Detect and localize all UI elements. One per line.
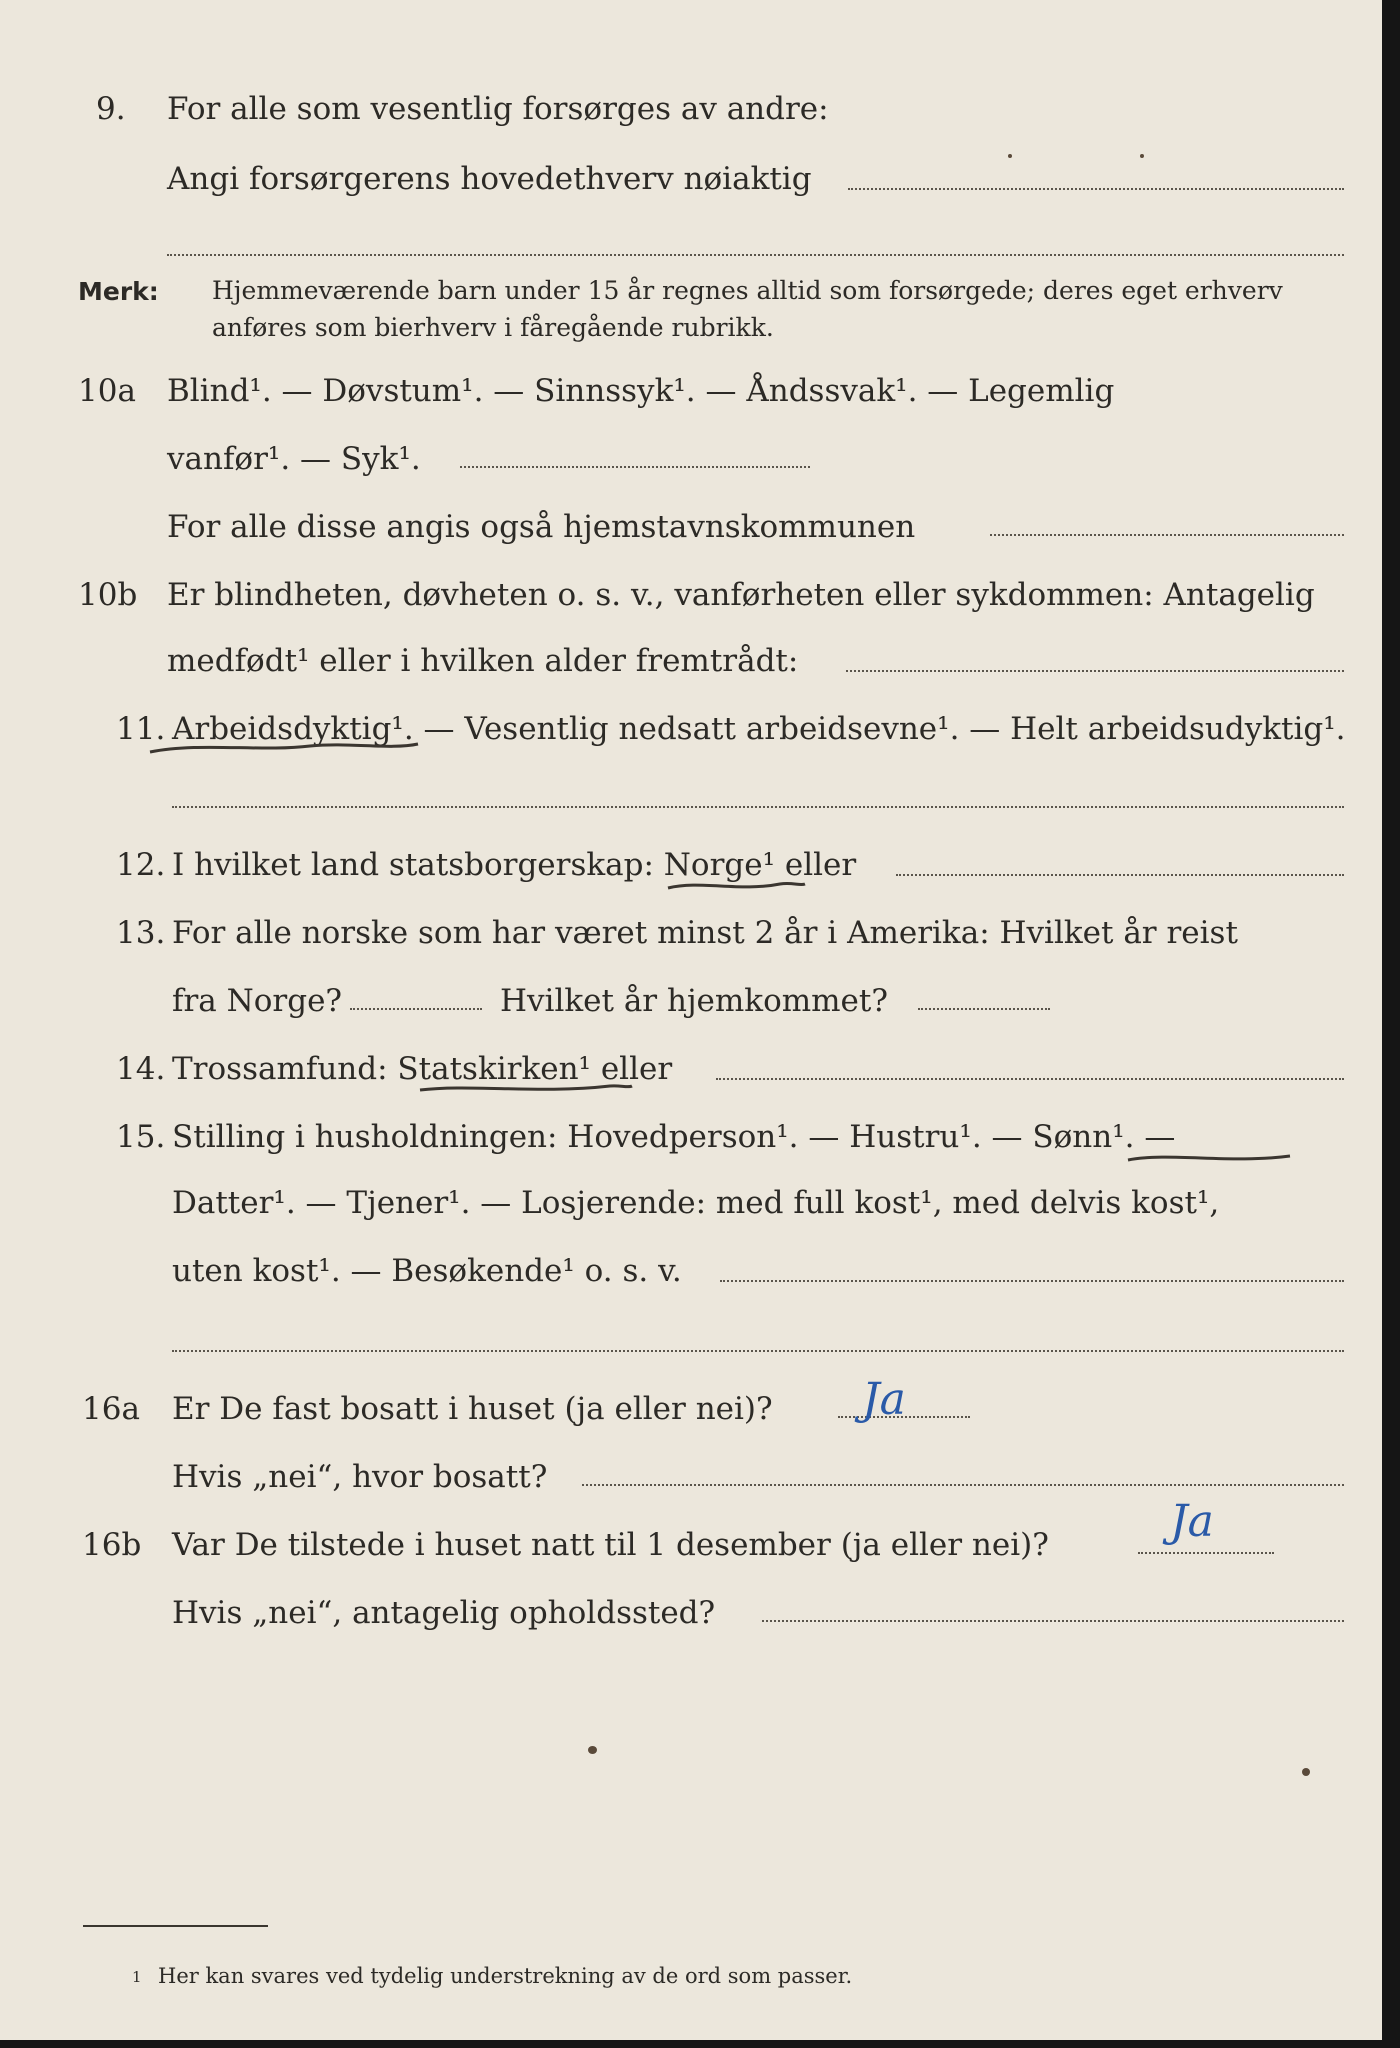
q15-text-line1: Stilling i husholdningen: Hovedperson¹. — Hustru¹. — Sønn¹. — <box>172 1119 1176 1155</box>
q16b-text-line2: Hvis „nei“, antagelig opholdssted? <box>172 1595 716 1631</box>
q11-text-line1: Arbeidsdyktig¹. — Vesentlig nedsatt arbeidsevne¹. — Helt arbeidsudyktig¹. <box>172 711 1346 747</box>
q10a-text-line1: Blind¹. — Døvstum¹. — Sinnssyk¹. — Åndssvak¹. — Legemlig <box>167 373 1115 409</box>
q16a-answer-bosatt[interactable] <box>582 1484 1344 1486</box>
scan-edge-right <box>1382 0 1400 2048</box>
q9-number: 9. <box>96 91 126 127</box>
underline-norge <box>668 883 805 888</box>
q10a-answer-syk[interactable] <box>460 466 810 468</box>
q16a-number: 16a <box>82 1391 140 1427</box>
q10a-number: 10a <box>78 373 136 409</box>
ink-spot <box>1008 154 1012 158</box>
q15-answer-line1[interactable] <box>720 1280 1344 1282</box>
q16b-text-line1: Var De tilstede i huset natt til 1 desember (ja eller nei)? <box>172 1527 1049 1563</box>
q10a-text-line2: vanfør¹. — Syk¹. <box>167 441 421 477</box>
underline-sonn <box>1128 1156 1290 1160</box>
q10b-text-line1: Er blindheten, døvheten o. s. v., vanførheten eller sykdommen: Antagelig <box>167 577 1315 613</box>
merk-text-line2: anføres som bierhverv i fåregående rubrikk. <box>212 313 774 342</box>
q16a-handwritten-answer: Ja <box>862 1374 906 1425</box>
q13-answer-hjemkommet[interactable] <box>918 1008 1050 1010</box>
q15-answer-line2[interactable] <box>172 1350 1344 1352</box>
q13-text-line2a: fra Norge? <box>172 983 343 1019</box>
scan-edge-bottom <box>0 2040 1400 2048</box>
q9-text-line1: For alle som vesentlig forsørges av andre: <box>167 91 829 127</box>
q15-text-line2: Datter¹. — Tjener¹. — Losjerende: med full kost¹, med delvis kost¹, <box>172 1185 1220 1221</box>
merk-text-line1: Hjemmeværende barn under 15 år regnes alltid som forsørgede; deres eget erhverv <box>212 276 1283 305</box>
q15-text-line3: uten kost¹. — Besøkende¹ o. s. v. <box>172 1253 682 1289</box>
q14-number: 14. <box>116 1051 166 1087</box>
q12-text-line1: I hvilket land statsborgerskap: Norge¹ eller <box>172 847 857 883</box>
ink-spot <box>588 1746 597 1754</box>
q13-answer-reist[interactable] <box>350 1008 482 1010</box>
q16b-handwritten-answer: Ja <box>1170 1496 1214 1547</box>
q9-text-line2: Angi forsørgerens hovedethverv nøiaktig <box>167 161 812 197</box>
merk-label: Merk: <box>78 277 159 306</box>
q10b-text-line2: medfødt¹ eller i hvilken alder fremtrådt: <box>167 643 799 679</box>
q16b-answer-line[interactable] <box>1138 1552 1274 1554</box>
q14-answer[interactable] <box>716 1078 1344 1080</box>
q16a-text-line2: Hvis „nei“, hvor bosatt? <box>172 1459 548 1495</box>
q9-answer-line2[interactable] <box>167 254 1344 256</box>
q12-answer[interactable] <box>896 874 1344 876</box>
q13-text-line2b: Hvilket år hjemkommet? <box>500 983 888 1019</box>
q14-text-line1: Trossamfund: Statskirken¹ eller <box>172 1051 673 1087</box>
footnote-rule <box>83 1925 268 1927</box>
q10a-answer-hjemstavn[interactable] <box>990 534 1344 536</box>
q15-number: 15. <box>116 1119 166 1155</box>
q13-text-line1: For alle norske som har været minst 2 år i Amerika: Hvilket år reist <box>172 915 1238 951</box>
q10b-number: 10b <box>78 577 138 613</box>
q10b-answer[interactable] <box>846 670 1344 672</box>
q16b-answer-opholdssted[interactable] <box>762 1620 1344 1622</box>
q16b-number: 16b <box>82 1527 142 1563</box>
q9-answer-line1[interactable] <box>848 188 1344 190</box>
q12-number: 12. <box>116 847 166 883</box>
footnote-text: Her kan svares ved tydelig understrekning av de ord som passer. <box>158 1964 853 1988</box>
q10a-text-line3: For alle disse angis også hjemstavnskommunen <box>167 509 916 545</box>
q16a-text-line1: Er De fast bosatt i huset (ja eller nei)? <box>172 1391 773 1427</box>
ink-spot <box>1302 1768 1310 1776</box>
q13-number: 13. <box>116 915 166 951</box>
q11-answer-line[interactable] <box>172 806 1344 808</box>
ink-spot <box>1140 154 1144 158</box>
q11-number: 11. <box>116 711 166 747</box>
footnote-mark: 1 <box>132 1968 142 1986</box>
